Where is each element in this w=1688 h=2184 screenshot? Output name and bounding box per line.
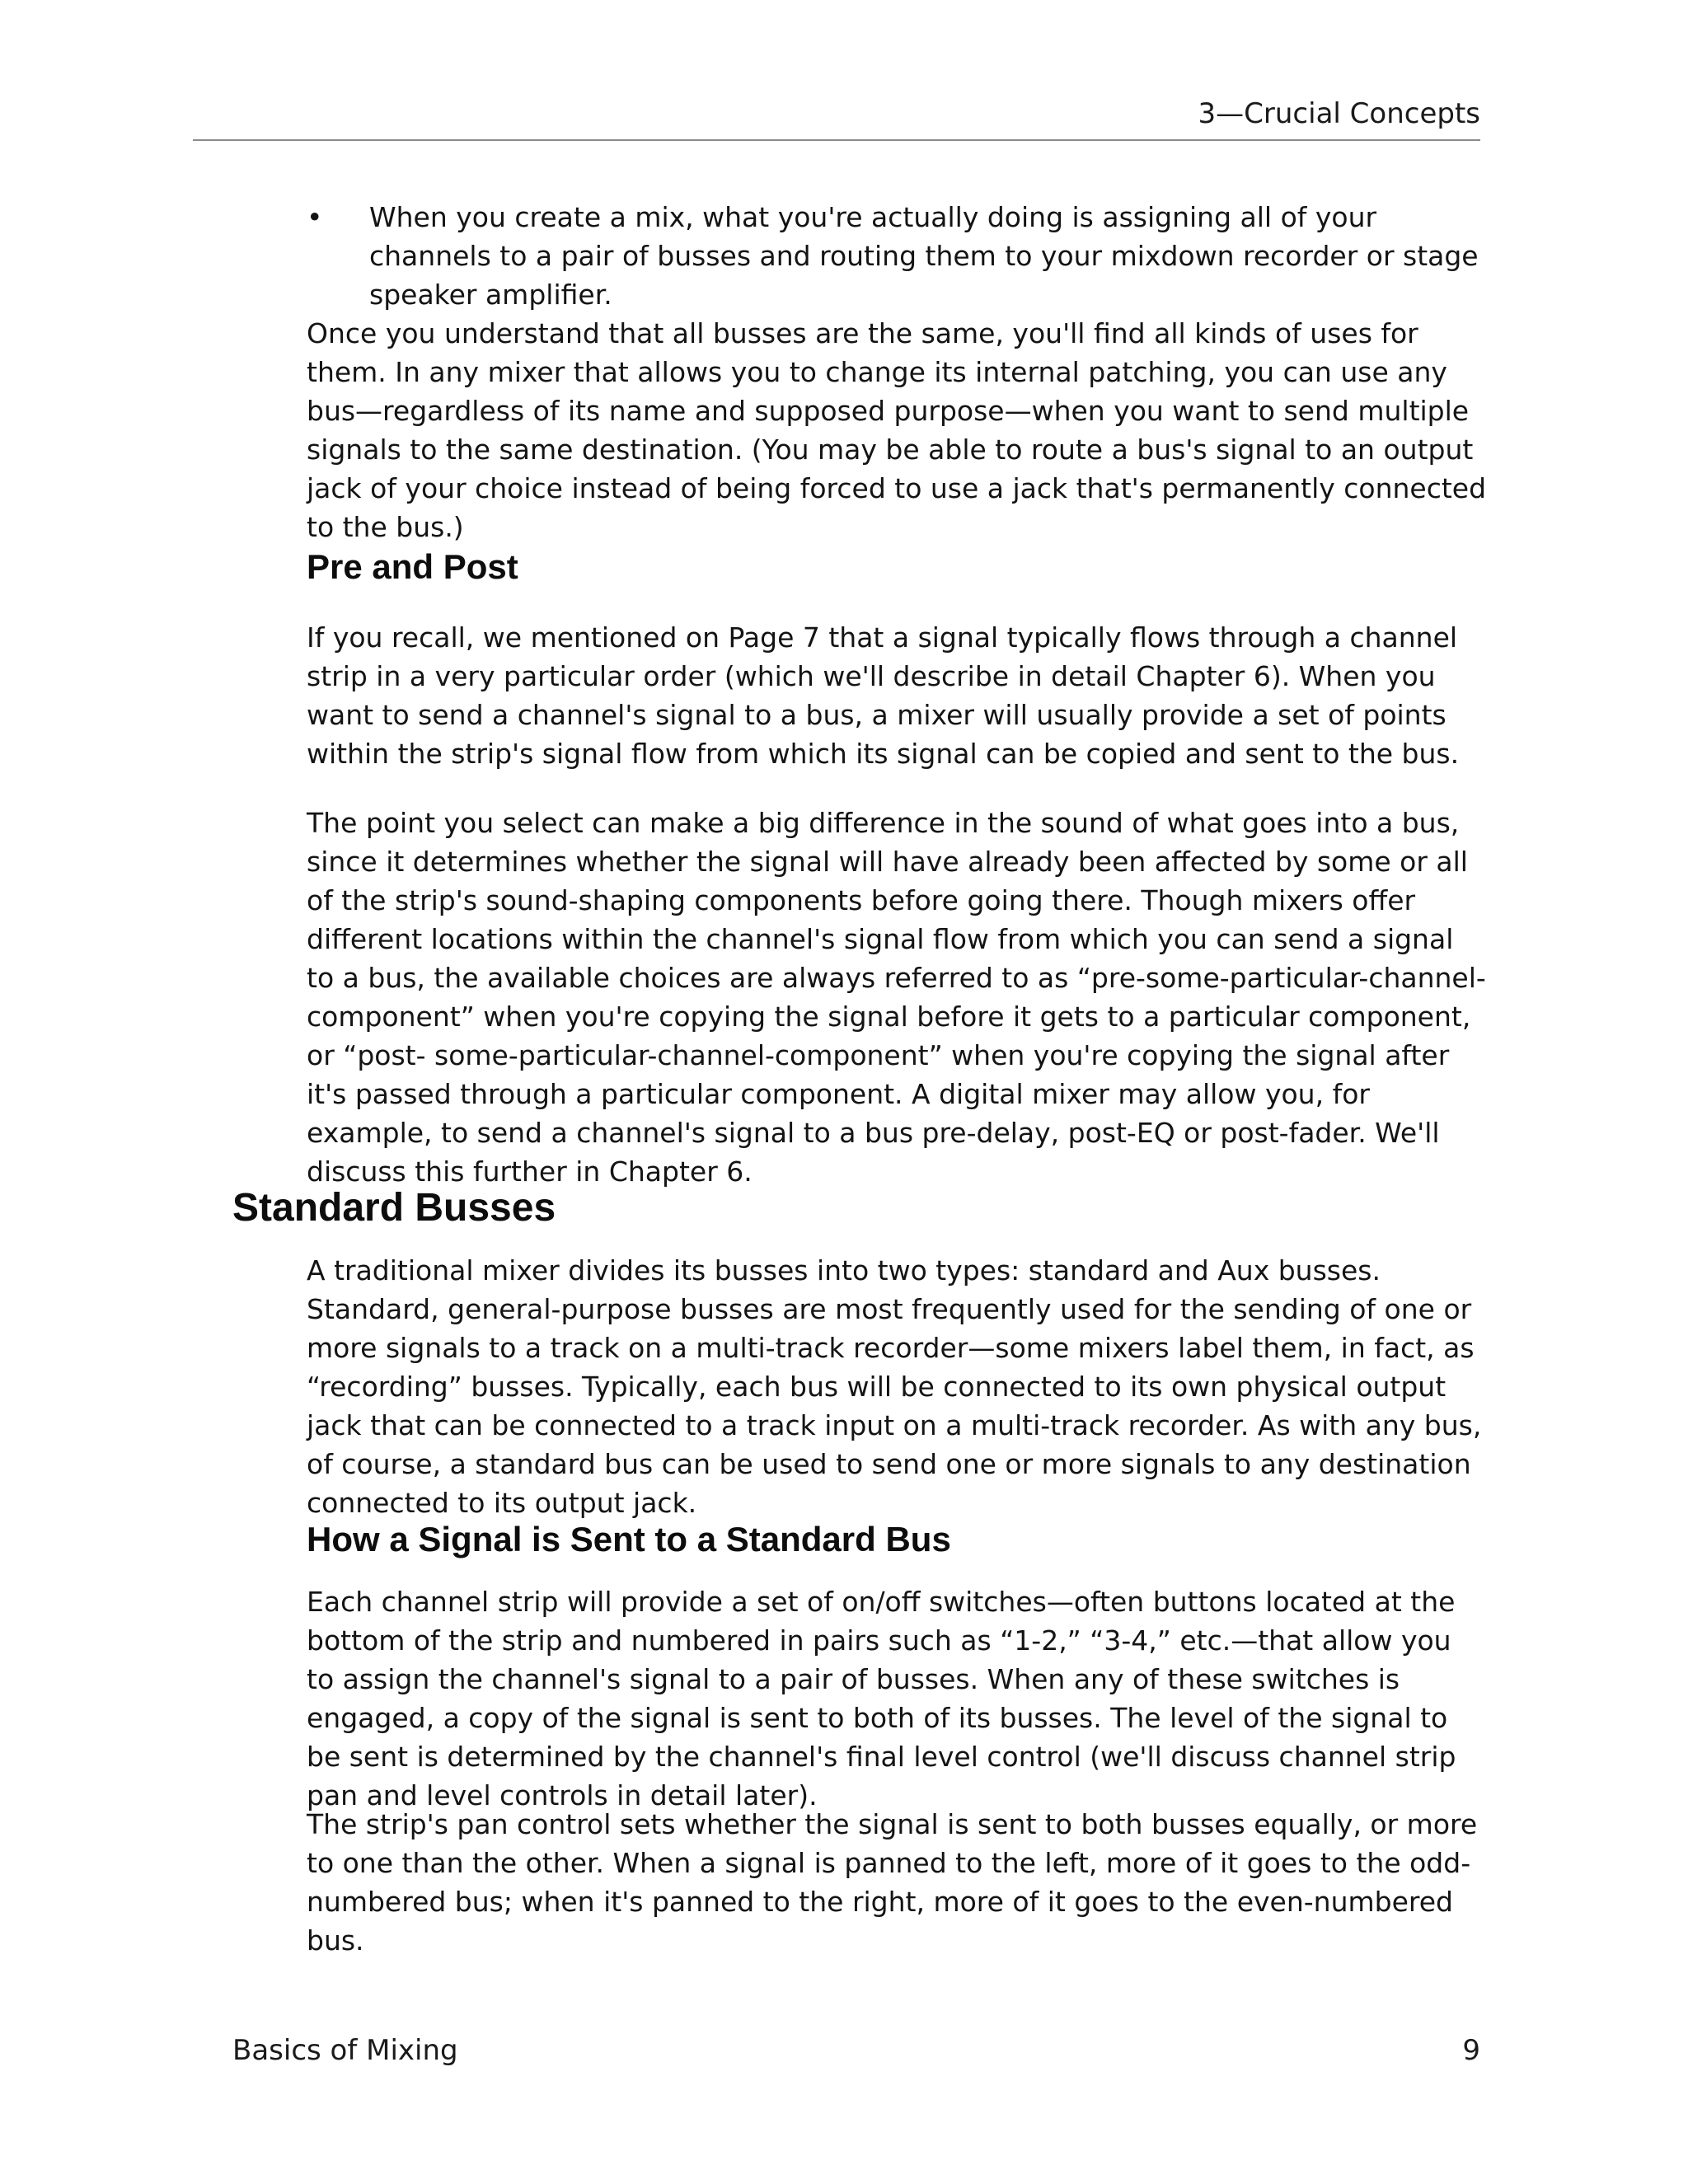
how-signal-paragraph-1: Each channel strip will provide a set of on/off switches—often buttons located at the bottom of the strip and numbered in pairs such as “1-2,” “3-4,” etc.—that allow you to assign the channel's signal to a pair of busses. When any of these switches is engaged, a copy of the signal is sent to both of its busses. The level of the signal to be sent is determined by the channel's final level control (we'll discuss channel strip pan and level controls in detail later).: [307, 1586, 1456, 1811]
header-divider: [193, 139, 1480, 141]
how-signal-paragraph-2: The strip's pan control sets whether the signal is sent to both busses equally, or more to one than the other. When a signal is panned to the left, more of it goes to the odd-numbered bus; when it's panned to the right, more of it goes to the even-numbered bus.: [307, 1808, 1478, 1957]
bullet-text: When you create a mix, what you're actually doing is assigning all of your channels to a pair of busses and routing them to your mixdown recorder or stage speaker amplifier.: [369, 201, 1479, 311]
pre-post-paragraph-2: The point you select can make a big difference in the sound of what goes into a bus, since it determines whether the signal will have already been affected by some or all of the strip's sound-shaping components before going there. Though mixers offer different locations within the channel's signal flow from which you can send a signal to a bus, the available choices are always referred to as “pre-some-particular-channel-component” when you're copying the signal before it gets to a particular component, or “post- some-particular-channel-component” when you're copying the signal after it's passed through a particular component. A digital mixer may allow you, for example, to send a channel's signal to a bus pre-delay, post-EQ or post-fader. We'll discuss this further in Chapter 6.: [307, 807, 1486, 1188]
standard-busses-paragraph: A traditional mixer divides its busses into two types: standard and Aux busses. Standard, general-purpose busses are most frequently used for the sending of one or more signals to a track on a multi-track recorder—some mixers label them, in fact, as “recording” busses. Typically, each bus will be connected to its own physical output jack that can be connected to a track input on a multi-track recorder. As with any bus, of course, a standard bus can be used to send one or more signals to any destination connected to its output jack.: [307, 1254, 1482, 1519]
pre-post-paragraph-1: If you recall, we mentioned on Page 7 that a signal typically flows through a channel strip in a very particular order (which we'll describe in detail Chapter 6). When you want to send a channel's signal to a bus, a mixer will usually provide a set of points within the strip's signal flow from which its signal can be copied and sent to the bus.: [307, 621, 1460, 770]
bullet-mark: •: [307, 201, 323, 233]
intro-paragraph: Once you understand that all busses are the same, you'll find all kinds of uses for them. In any mixer that allows you to change its internal patching, you can use any bus—regardless of its name and supposed purpose—when you want to send multiple signals to the same destination. (You may be able to route a bus's signal to an output jack of your choice instead of being forced to use a jack that's permanently connected to the bus.): [307, 317, 1487, 543]
section-heading-standard-busses: Standard Busses: [232, 1186, 556, 1230]
footer-page-number: 9: [1462, 2034, 1480, 2067]
section-heading-pre-and-post: Pre and Post: [307, 547, 518, 586]
footer-book-title: Basics of Mixing: [232, 2034, 458, 2067]
running-header: 3—Crucial Concepts: [1198, 97, 1480, 130]
section-heading-how-signal-sent: How a Signal is Sent to a Standard Bus: [307, 1520, 951, 1558]
